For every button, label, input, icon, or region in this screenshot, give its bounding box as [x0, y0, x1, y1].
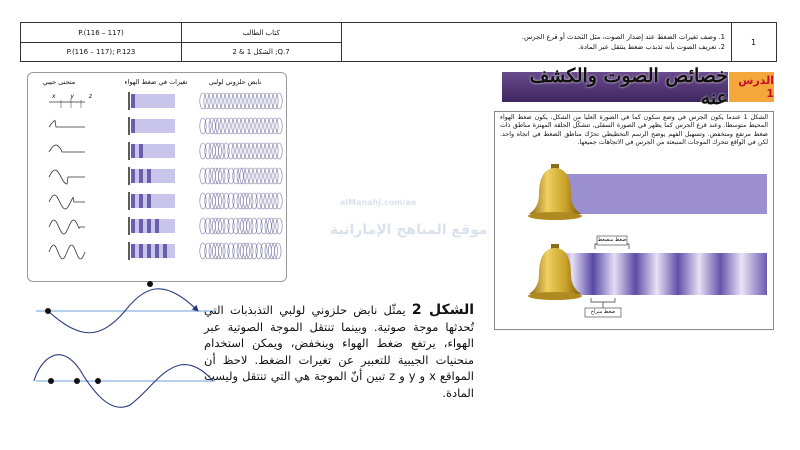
- spring-coil: [228, 143, 234, 159]
- figure1-description: الشكل 1 عندما يكون الجرس في وضع سكون كما في الصورة العليا من الشكل، يكون ضغط الهواء المحيط متوسطا. وعند قرع الجرس كما يظهر في الصورة السفلى، تتشكّل الحلقة المهتزة مناطق ذات ضغط مرتفع ومنخفض. وتسهيل الفهم يوضح الرسم التخطيطي تحرّك مناطق الضغط في اتجاه واحد. لكن في الواقع تتحرك الموجات المنبعثة من الجرس في الاتجاهات جميعها.: [500, 114, 768, 147]
- spring-coil: [264, 193, 270, 209]
- spring-coil: [223, 143, 229, 159]
- spring-coil: [260, 168, 266, 184]
- spring-coil: [276, 93, 282, 109]
- spring-coil: [237, 168, 243, 184]
- spring-coil: [268, 118, 274, 134]
- spring-coil: [256, 218, 262, 234]
- spring-coil: [200, 143, 206, 159]
- spring-coil: [228, 193, 234, 209]
- spring-coil: [256, 93, 262, 109]
- pressure-stripe: [139, 244, 143, 258]
- pressure-stripe: [139, 219, 143, 233]
- spring-coil: [248, 168, 254, 184]
- spring-coil: [272, 168, 278, 184]
- spring-coil: [272, 193, 278, 209]
- spring-coil: [216, 93, 222, 109]
- lesson-badge: الدرس 1: [729, 72, 774, 102]
- point-z-label: z: [88, 93, 92, 100]
- spring-coil: [264, 143, 270, 159]
- spring-coil: [236, 118, 242, 134]
- spring-coil: [256, 168, 262, 184]
- objectives-table: [20, 22, 777, 62]
- sine-stage-7: [49, 245, 85, 259]
- pressure-stripe: [131, 219, 135, 233]
- spring-coil: [244, 143, 250, 159]
- pressure-stripe: [147, 244, 151, 258]
- spring-coil: [200, 218, 206, 234]
- pressure-stripe: [131, 144, 135, 158]
- spring-coil: [261, 218, 267, 234]
- spring-coil: [228, 118, 234, 134]
- pressure-stage-4: [131, 169, 175, 183]
- pressure-stripe: [147, 219, 151, 233]
- pressure-stripe: [131, 119, 135, 133]
- sine-stage-6: [49, 220, 85, 234]
- spring-coil: [256, 118, 262, 134]
- pressure-wave-band: [555, 253, 767, 295]
- spring-coil: [272, 93, 278, 109]
- spring-coil: [200, 118, 206, 134]
- pressure-stripe: [131, 194, 135, 208]
- student-book-cell: كتاب الطالب: [242, 28, 280, 37]
- spring-coil: [232, 143, 238, 159]
- spring-coil: [260, 118, 266, 134]
- spring-coil: [220, 118, 226, 134]
- spring-coil: [208, 93, 214, 109]
- figure2-grid: [27, 72, 287, 282]
- spring-coil: [244, 168, 250, 184]
- point-x-bottom: [48, 378, 54, 384]
- figure2-caption-label: الشكل 2: [411, 302, 474, 318]
- spring-coil: [223, 218, 229, 234]
- pressure-stripe: [155, 244, 159, 258]
- sine-stage-4: [49, 170, 85, 184]
- spring-coil: [268, 168, 274, 184]
- spring-coil: [232, 118, 238, 134]
- spring-coil: [232, 93, 238, 109]
- pressure-stage-7: [131, 244, 175, 258]
- spring-coil: [276, 143, 282, 159]
- pressure-stripe: [131, 169, 135, 183]
- spring-coil: [264, 118, 270, 134]
- pressure-stage-2: [131, 119, 175, 133]
- point-z-bottom: [95, 378, 101, 384]
- pages-cell-2: P.(116 – 117); P.123: [66, 47, 136, 56]
- spring-coil: [200, 193, 206, 209]
- objective-1: 1. وصف تغيرات الضغط عند إصدار الصوت، مثل التحدث أو قرع الجرس.: [521, 33, 725, 41]
- pressure-stripe: [131, 244, 135, 258]
- spring-coil: [276, 218, 282, 234]
- pressure-stripe: [163, 244, 167, 258]
- pressure-header: تغيرات في ضغط الهواء: [124, 78, 188, 86]
- spring-coil: [272, 118, 278, 134]
- bell-figure: [495, 160, 773, 328]
- spring-coil: [240, 118, 246, 134]
- lesson-title: خصائص الصوت والكشف عنه: [529, 65, 728, 109]
- spring-coil: [261, 243, 267, 259]
- pressure-stripe: [139, 194, 143, 208]
- spring-coil: [252, 143, 258, 159]
- spring-coil: [268, 218, 274, 234]
- point-y-top: [147, 281, 153, 287]
- watermark-url: alManahj.com/ae: [340, 198, 417, 207]
- spring-coil: [276, 193, 282, 209]
- pressure-stripe: [131, 94, 135, 108]
- figure2-caption-text: يمثّل نابض حلزوني لولبي التذبذبات التي تُحدثها موجة صوتية. وبينما تنتقل الموجة الصوتية عبر الهواء، يرتفع ضغط الهواء وينخفض، ويمكن استخدام منحنيات الجيبية للتعبير عن تغيرات الضغط. لاحظ أن المواقع x و y و z تبين أنّ الموجة هي التي تنتقل وليست المادة.: [204, 303, 474, 400]
- spring-coil: [252, 168, 258, 184]
- spring-coil: [256, 143, 262, 159]
- point-x-label: x: [52, 93, 56, 100]
- sine-stage-3: [49, 145, 85, 152]
- spring-header: نابض حلزوني لولبي: [208, 78, 262, 86]
- spring-coil: [248, 143, 254, 159]
- spring-coil: [212, 93, 218, 109]
- spring-coil: [223, 193, 229, 209]
- spring-coil: [256, 243, 262, 259]
- point-x-top: [45, 308, 51, 314]
- spring-coil: [224, 118, 230, 134]
- spring-coil: [240, 143, 246, 159]
- spring-coil: [260, 143, 266, 159]
- spring-coil: [204, 93, 210, 109]
- spring-coil: [220, 93, 226, 109]
- spring-coil: [265, 218, 271, 234]
- spring-coil: [276, 118, 282, 134]
- spring-coil: [223, 243, 229, 259]
- pressure-stage-1: [131, 94, 175, 108]
- spring-coil: [272, 218, 278, 234]
- objectives-cell: [341, 23, 731, 61]
- spring-coil: [264, 93, 270, 109]
- spring-coil: [264, 168, 270, 184]
- spring-coil: [240, 168, 246, 184]
- spring-coil: [260, 93, 266, 109]
- objective-2: 2. تعريف الصوت بأنه تذبذب ضغط ينتقل عبر المادة.: [578, 43, 725, 51]
- spring-coil: [200, 93, 206, 109]
- pages-cell-1: P.(116 – 117): [78, 28, 124, 37]
- sine-stage-2: [49, 120, 85, 127]
- spring-coil: [244, 118, 250, 134]
- pressure-stage-5: [131, 194, 175, 208]
- spring-coil: [228, 243, 234, 259]
- spring-coil: [260, 193, 266, 209]
- spring-coil: [251, 193, 257, 209]
- sine-stage-5: [49, 195, 85, 209]
- spring-coil: [236, 93, 242, 109]
- pressure-stripe: [147, 194, 151, 208]
- pressure-stripe: [139, 169, 143, 183]
- row-number: 1: [750, 37, 757, 47]
- spring-coil: [228, 218, 234, 234]
- sine-waves-figure: [30, 280, 220, 420]
- spring-coil: [228, 168, 234, 184]
- spring-coil: [251, 218, 257, 234]
- spring-coil: [268, 93, 274, 109]
- spring-coil: [248, 93, 254, 109]
- watermark-name: موقع المناهج الإماراتية: [330, 222, 488, 238]
- spring-coil: [223, 168, 229, 184]
- point-y-label: y: [70, 93, 74, 100]
- pressure-stage-3: [131, 144, 175, 158]
- pressure-stage-6: [131, 219, 175, 233]
- uniform-pressure-band: [555, 174, 767, 214]
- figures-cell: الشكل 1 & 2 ;Q.7: [232, 47, 290, 56]
- spring-coil: [256, 193, 262, 209]
- pressure-stripe: [147, 169, 151, 183]
- spring-coil: [276, 168, 282, 184]
- spring-coil: [248, 118, 254, 134]
- spring-coil: [200, 243, 206, 259]
- spring-coil: [224, 93, 230, 109]
- pressure-stripe: [139, 144, 143, 158]
- point-y-bottom: [74, 378, 80, 384]
- spring-coil: [240, 93, 246, 109]
- compressed-label: ضغط منضغط: [597, 237, 627, 243]
- spring-coil: [236, 143, 242, 159]
- spring-coil: [251, 243, 257, 259]
- spring-coil: [200, 168, 206, 184]
- spring-coil: [228, 93, 234, 109]
- spring-coil: [268, 193, 274, 209]
- spring-coil: [252, 93, 258, 109]
- spring-coil: [272, 143, 278, 159]
- sine-header: منحنى جيبي: [42, 78, 76, 86]
- rarefied-label: ضغط متراخ: [590, 309, 616, 315]
- pressure-stripe: [155, 219, 159, 233]
- spring-coil: [244, 93, 250, 109]
- spring-coil: [268, 143, 274, 159]
- figure2-caption: [204, 302, 474, 402]
- spring-coil: [252, 118, 258, 134]
